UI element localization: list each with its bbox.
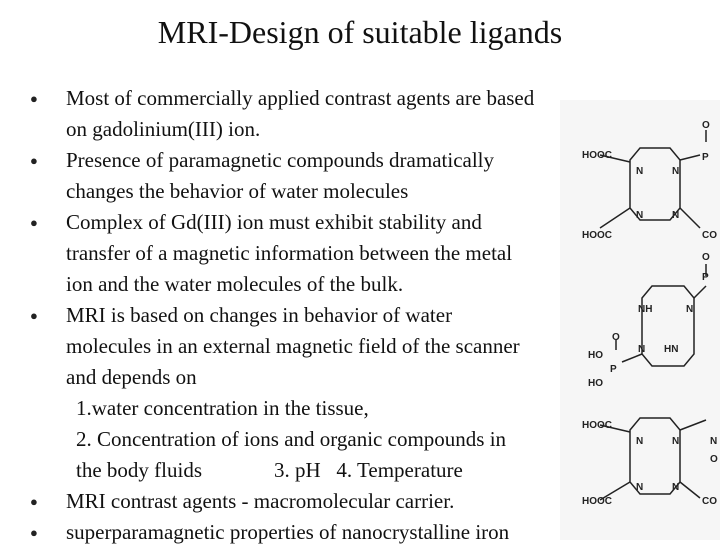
- bullet-2-line-2: changes the behavior of water molecules: [66, 179, 409, 203]
- s2-p-atom: P: [702, 272, 709, 283]
- bullet-4-line-3: and depends on: [66, 365, 197, 389]
- s1-n-2: N: [672, 166, 680, 177]
- s2-ho-top: HO: [588, 350, 603, 361]
- bullet-list: [0, 83, 720, 548]
- s1-p-atom: P: [702, 152, 709, 163]
- bullet-item-3: [0, 207, 720, 300]
- bullet-2-line-1: Presence of paramagnetic compounds dramatically: [66, 148, 494, 172]
- s2-hn: HN: [664, 344, 679, 355]
- bullet-1-line-2: on gadolinium(III) ion.: [66, 117, 261, 141]
- bullet-3-line-1: Complex of Gd(III) ion must exhibit stability and: [66, 210, 482, 234]
- s3-hooc-top: HOOC: [582, 420, 612, 431]
- bullet-dot-icon: ●: [30, 91, 38, 106]
- bullet-item-5: [0, 486, 720, 517]
- bullet-3-line-3: ion and the water molecules of the bulk.: [66, 272, 404, 296]
- s2-nh: NH: [638, 304, 653, 315]
- bullet-dot-icon: ●: [30, 215, 38, 230]
- slide-title: MRI-Design of suitable ligands: [157, 14, 563, 50]
- s3-n-1: N: [636, 436, 644, 447]
- bullet-item-4: [0, 300, 720, 393]
- bullet-dot-icon: ●: [30, 494, 38, 509]
- s1-co-right: CO: [702, 230, 717, 241]
- s3-o-atom: O: [710, 454, 718, 465]
- factor-2-continued: the body fluids: [76, 458, 202, 482]
- s3-n-5: N: [710, 436, 718, 447]
- s2-ho-bottom: HO: [588, 378, 603, 389]
- s1-hooc-bottom: HOOC: [582, 230, 612, 241]
- s2-n-2: N: [686, 304, 694, 315]
- bullet-dot-icon: ●: [30, 308, 38, 323]
- s3-n-2: N: [672, 436, 680, 447]
- bullet-dot-icon: ●: [30, 525, 38, 540]
- s2-n-1: N: [638, 344, 646, 355]
- s3-hooc-bottom: HOOC: [582, 496, 612, 507]
- s2-o-atom: O: [702, 252, 710, 263]
- bullet-1-line-1: Most of commercially applied contrast agents are based: [66, 86, 535, 110]
- s3-n-3: N: [636, 482, 644, 493]
- bullet-item-6: [0, 517, 720, 548]
- factor-4: 4. Temperature: [336, 458, 463, 482]
- s1-hooc-top: HOOC: [582, 150, 612, 161]
- bullet-dot-icon: ●: [30, 153, 38, 168]
- s1-n-3: N: [636, 210, 644, 221]
- s1-o-atom: O: [702, 120, 710, 131]
- bullet-4-line-2: molecules in an external magnetic field of the scanner: [66, 334, 520, 358]
- bullet-5-line-1: MRI contrast agents - macromolecular carrier.: [66, 489, 455, 513]
- bullet-6-line-1: superparamagnetic properties of nanocrystalline iron: [66, 520, 510, 544]
- s3-n-4: N: [672, 482, 680, 493]
- bullet-item-1: [0, 83, 720, 145]
- s1-n-1: N: [636, 166, 644, 177]
- factor-3: 3. pH: [274, 458, 321, 482]
- factor-1: 1.water concentration in the tissue,: [76, 396, 369, 420]
- s3-co-right: CO: [702, 496, 717, 507]
- bullet-3-line-2: transfer of a magnetic information between the metal: [66, 241, 513, 265]
- factor-2: 2. Concentration of ions and organic compounds in: [76, 427, 507, 451]
- s2-p-atom-lower: P: [610, 364, 617, 375]
- bullet-4-line-1: MRI is based on changes in behavior of water: [66, 303, 453, 327]
- s2-o-atom-lower: O: [612, 332, 620, 343]
- factor-line-3: [0, 455, 720, 486]
- s1-n-4: N: [672, 210, 680, 221]
- bullet-item-2: [0, 145, 720, 207]
